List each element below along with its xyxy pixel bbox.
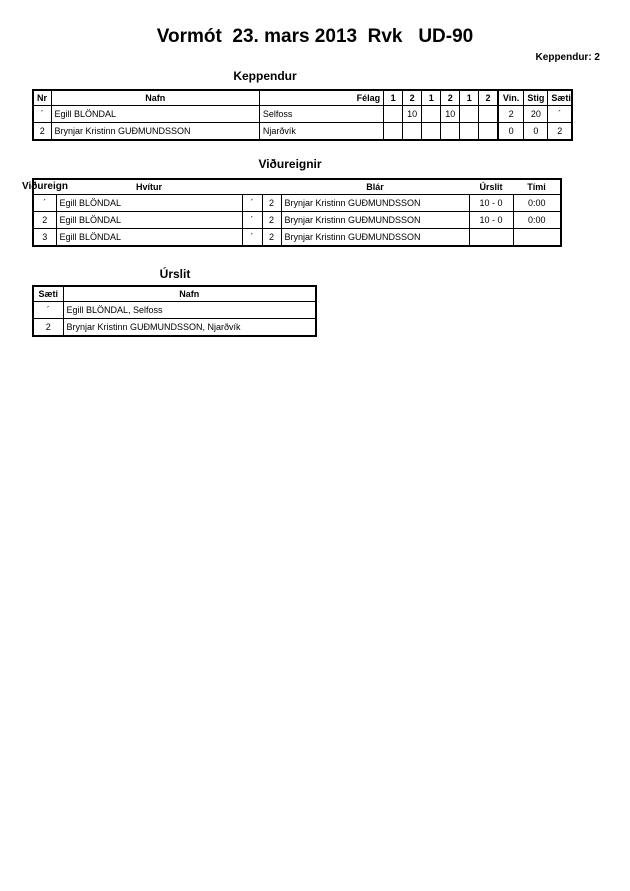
table-row	[33, 302, 316, 319]
cell-vin: 2	[498, 106, 524, 123]
cell-blar: Brynjar Kristinn GUÐMUNDSSON	[281, 212, 469, 229]
cell-blar: Brynjar Kristinn GUÐMUNDSSON	[281, 229, 469, 247]
table-row	[33, 195, 561, 212]
cell-round	[460, 106, 479, 123]
cell-blar-nr: 2	[262, 195, 281, 212]
col-header-round: 2	[479, 90, 498, 106]
cell-felag: Njarðvík	[259, 123, 383, 141]
cell-nafn: Brynjar Kristinn GUÐMUNDSSON	[51, 123, 259, 141]
section-title-urslit: Úrslit	[159, 267, 191, 281]
section-title-keppendur: Keppendur	[233, 69, 297, 83]
col-header-round: 2	[403, 90, 422, 106]
header-spacer	[242, 179, 262, 195]
cell-round: 10	[403, 106, 422, 123]
col-header-felag: Félag	[259, 90, 383, 106]
cell-round	[441, 123, 460, 141]
cell-saeti: 2	[33, 319, 63, 337]
cell-urslit	[469, 229, 513, 247]
cell-hvitur: Egill BLÖNDAL	[56, 229, 242, 247]
cell-match-nr: 2	[33, 212, 56, 229]
cell-hvitur-nr: ´	[242, 212, 262, 229]
cell-nafn: Brynjar Kristinn GUÐMUNDSSON, Njarðvík	[63, 319, 316, 337]
cell-hvitur-nr: ´	[242, 229, 262, 247]
section-title-vidureignir: Viðureignir	[258, 157, 322, 171]
cell-felag: Selfoss	[259, 106, 383, 123]
cell-timi: 0:00	[513, 212, 561, 229]
cell-hvitur-nr: ´	[242, 195, 262, 212]
col-header-timi: Tími	[513, 179, 561, 195]
cell-stig: 0	[524, 123, 548, 141]
cell-blar: Brynjar Kristinn GUÐMUNDSSON	[281, 195, 469, 212]
col-header-nafn: Nafn	[63, 286, 316, 302]
vidureignir-table	[32, 178, 562, 247]
cell-round	[422, 123, 441, 141]
col-header-vin: Vin.	[498, 90, 524, 106]
header-spacer	[262, 179, 281, 195]
cell-saeti: ´	[33, 302, 63, 319]
col-header-nafn: Nafn	[51, 90, 259, 106]
col-header-hvitur: Hvítur	[56, 179, 242, 195]
cell-round	[460, 123, 479, 141]
keppendur-table	[32, 89, 573, 141]
cell-hvitur: Egill BLÖNDAL	[56, 195, 242, 212]
cell-round	[422, 106, 441, 123]
col-header-saeti: Sæti	[33, 286, 63, 302]
cell-stig: 20	[524, 106, 548, 123]
cell-nr: 2	[33, 123, 51, 141]
table-header-row	[33, 179, 561, 195]
cell-nafn: Egill BLÖNDAL, Selfoss	[63, 302, 316, 319]
cell-urslit: 10 - 0	[469, 195, 513, 212]
table-header-row	[33, 286, 316, 302]
col-header-urslit: Úrslit	[469, 179, 513, 195]
table-row	[33, 229, 561, 247]
competitor-count-text: Keppendur: 2	[535, 52, 600, 63]
cell-round	[384, 106, 403, 123]
cell-match-nr: ´	[33, 195, 56, 212]
col-header-vidureign: Viðureign	[22, 181, 68, 192]
cell-blar-nr: 2	[262, 212, 281, 229]
page-title: Vormót 23. mars 2013 Rvk UD-90	[156, 26, 474, 47]
col-header-blar: Blár	[281, 179, 469, 195]
table-header-row	[33, 90, 572, 106]
cell-saeti: 2	[548, 123, 572, 141]
col-header-saeti: Sæti	[548, 90, 572, 106]
cell-match-nr: 3	[33, 229, 56, 247]
urslit-table	[32, 285, 317, 337]
cell-urslit: 10 - 0	[469, 212, 513, 229]
table-row	[33, 319, 316, 337]
cell-hvitur: Egill BLÖNDAL	[56, 212, 242, 229]
table-row	[33, 106, 572, 123]
col-header-round: 1	[460, 90, 479, 106]
col-header-round: 1	[422, 90, 441, 106]
cell-round: 10	[441, 106, 460, 123]
col-header-round: 2	[441, 90, 460, 106]
cell-round	[403, 123, 422, 141]
cell-round	[479, 106, 498, 123]
cell-timi: 0:00	[513, 195, 561, 212]
competitor-count	[536, 52, 600, 63]
table-row	[33, 123, 572, 141]
cell-timi	[513, 229, 561, 247]
cell-round	[479, 123, 498, 141]
cell-round	[384, 123, 403, 141]
cell-nafn: Egill BLÖNDAL	[51, 106, 259, 123]
col-header-stig: Stig	[524, 90, 548, 106]
table-row	[33, 212, 561, 229]
col-header-round: 1	[384, 90, 403, 106]
cell-vin: 0	[498, 123, 524, 141]
col-header-nr: Nr	[33, 90, 51, 106]
cell-blar-nr: 2	[262, 229, 281, 247]
cell-nr: ´	[33, 106, 51, 123]
header-spacer	[33, 179, 56, 195]
cell-saeti: ´	[548, 106, 572, 123]
